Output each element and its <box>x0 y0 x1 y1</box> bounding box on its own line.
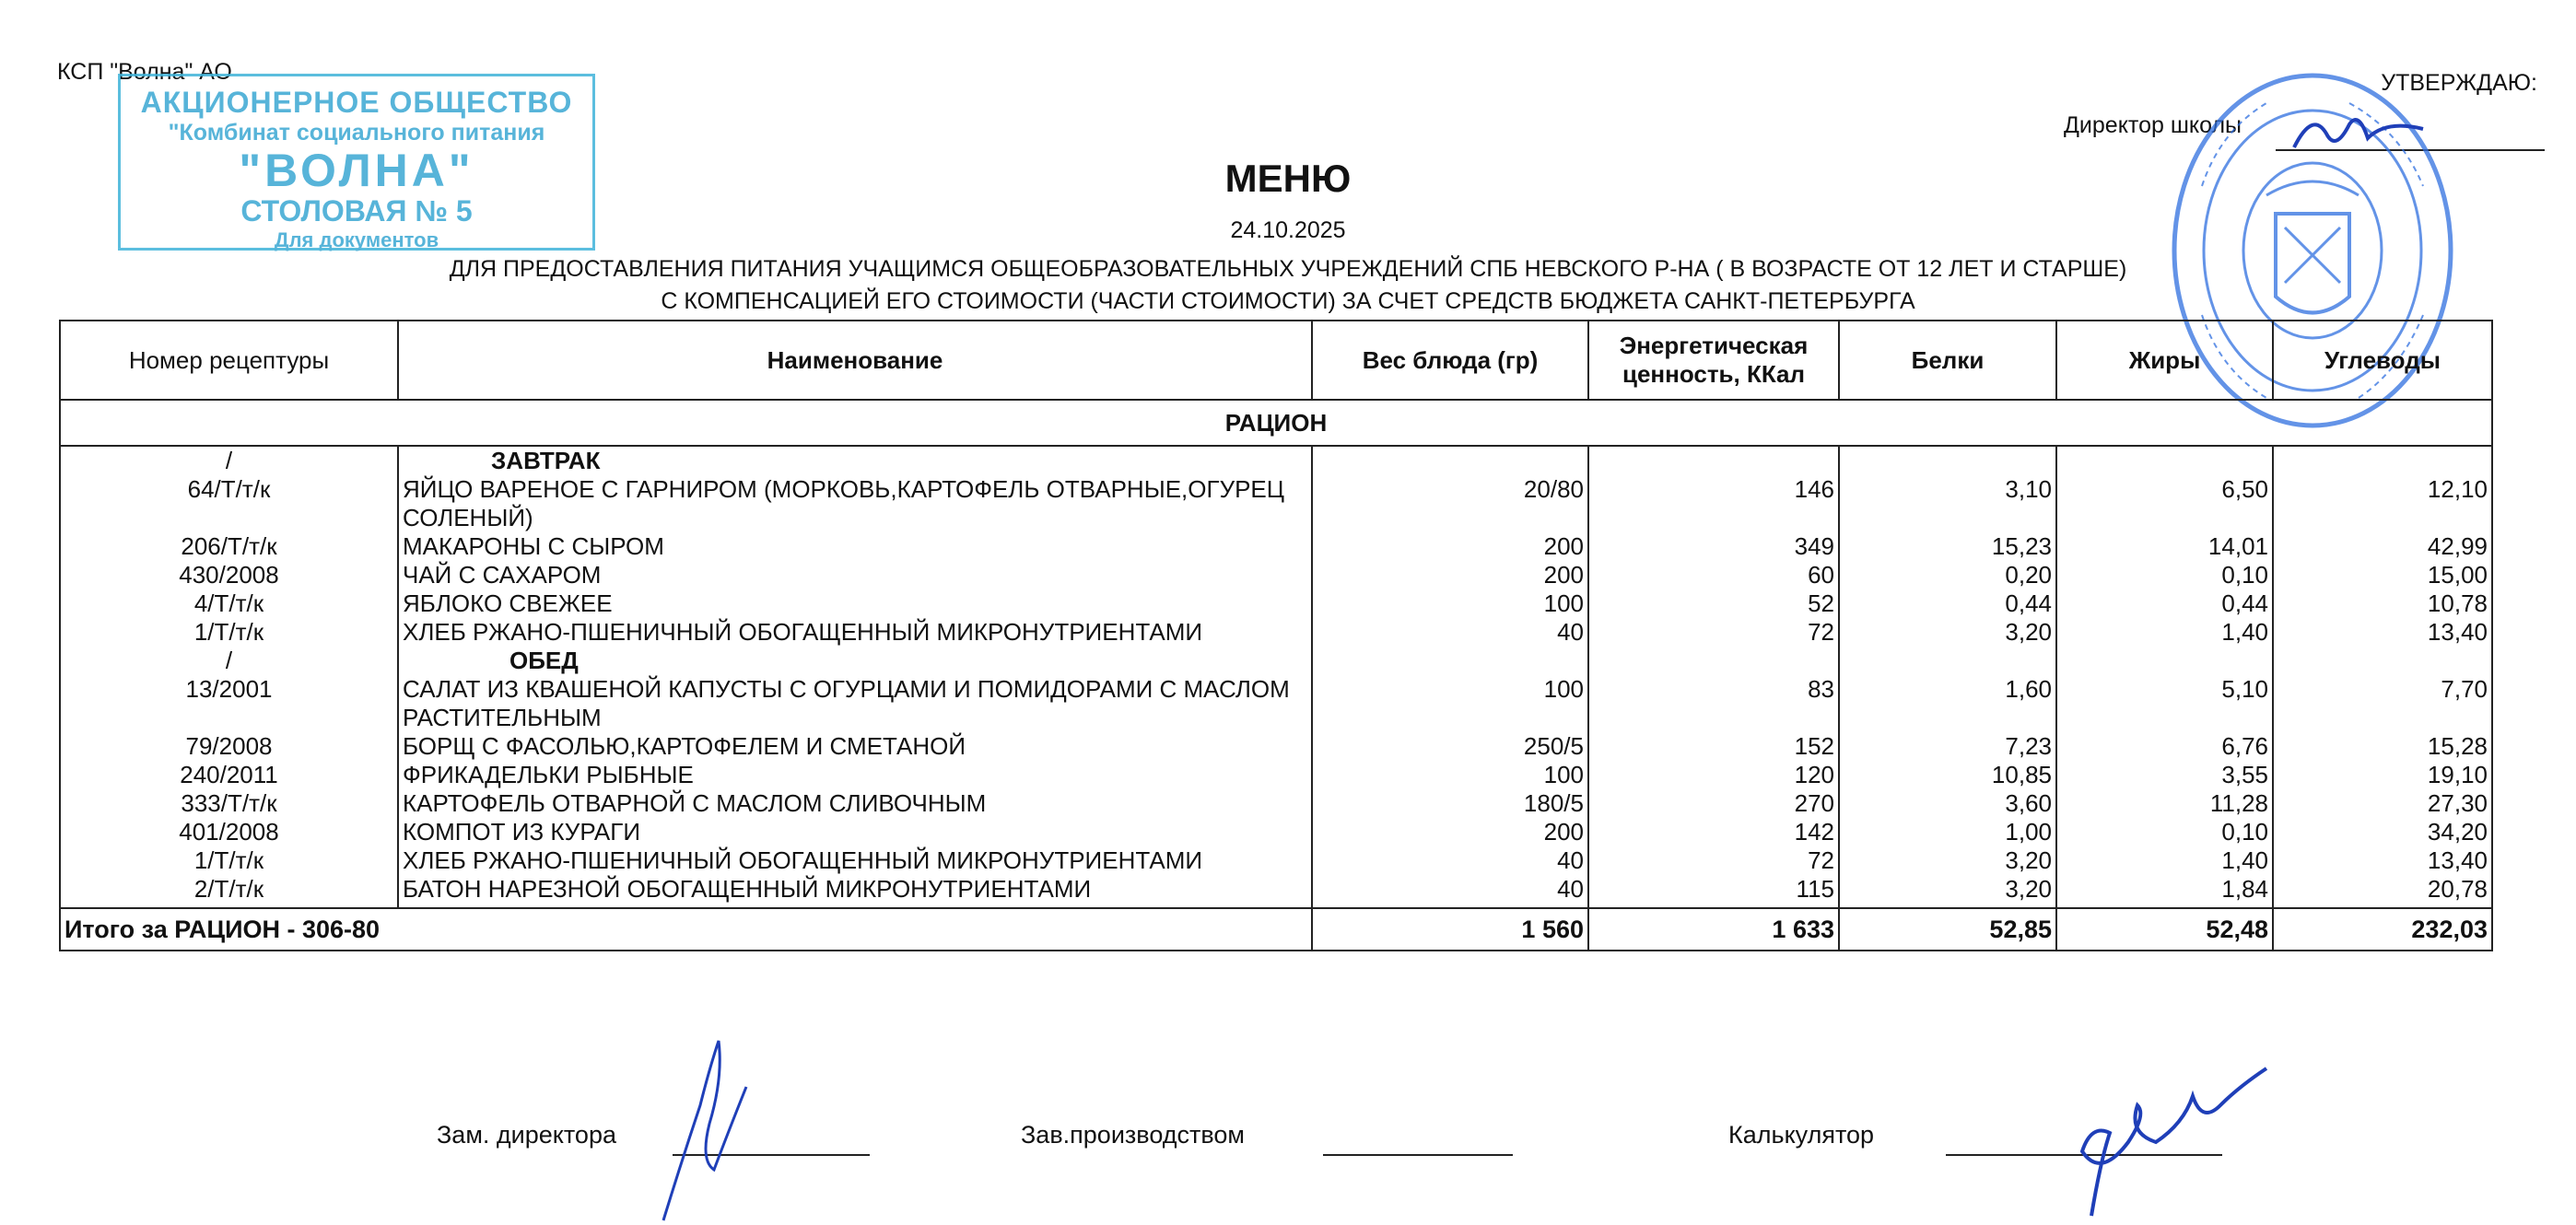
section-row <box>60 400 2492 446</box>
table-row <box>60 589 2492 618</box>
table-row <box>60 846 2492 875</box>
recipe-number: / <box>60 647 398 675</box>
dish-carbs <box>2273 647 2492 675</box>
section-title: РАЦИОН <box>60 400 2492 446</box>
dish-energy: 72 <box>1588 618 1839 647</box>
page-title: МЕНЮ <box>1224 157 1352 200</box>
dish-protein: 15,23 <box>1839 532 2056 561</box>
dish-protein: 3,20 <box>1839 846 2056 875</box>
stamp-line: АКЦИОНЕРНОЕ ОБЩЕСТВО <box>140 86 573 119</box>
dish-energy: 83 <box>1588 675 1839 732</box>
dish-name: ЧАЙ С САХАРОМ <box>398 561 1312 589</box>
total-carbs: 232,03 <box>2273 908 2492 951</box>
dish-weight: 40 <box>1312 618 1588 647</box>
dish-energy <box>1588 647 1839 675</box>
dish-weight: 40 <box>1312 846 1588 875</box>
total-energy: 1 633 <box>1588 908 1839 951</box>
total-label: Итого за РАЦИОН - 306-80 <box>60 908 1312 951</box>
meal-header-row <box>60 446 2492 475</box>
dish-weight: 250/5 <box>1312 732 1588 761</box>
dish-protein: 3,20 <box>1839 875 2056 908</box>
dish-fat: 0,10 <box>2056 818 2273 846</box>
dish-carbs: 15,28 <box>2273 732 2492 761</box>
recipe-number: 430/2008 <box>60 561 398 589</box>
dish-name: ХЛЕБ РЖАНО-ПШЕНИЧНЫЙ ОБОГАЩЕННЫЙ МИКРОНУТРИЕНТАМИ <box>398 618 1312 647</box>
table-row <box>60 761 2492 789</box>
table-header-row <box>60 321 2492 400</box>
meal-title: ОБЕД <box>398 647 1312 675</box>
recipe-number: 206/Т/т/к <box>60 532 398 561</box>
dish-name: ФРИКАДЕЛЬКИ РЫБНЫЕ <box>398 761 1312 789</box>
dish-weight: 180/5 <box>1312 789 1588 818</box>
menu-table <box>59 320 2493 951</box>
dish-energy: 270 <box>1588 789 1839 818</box>
column-header-energy: Энергетическая ценность, ККал <box>1588 321 1839 400</box>
dish-energy: 72 <box>1588 846 1839 875</box>
production-manager-label: Зав.производством <box>1021 1121 1245 1149</box>
dish-carbs: 27,30 <box>2273 789 2492 818</box>
column-header-name: Наименование <box>398 321 1312 400</box>
meal-header-row <box>60 647 2492 675</box>
dish-energy: 120 <box>1588 761 1839 789</box>
stamp-line: Для документов <box>274 228 439 251</box>
production-signature-line <box>1323 1154 1513 1156</box>
table-row <box>60 475 2492 532</box>
dish-name: КАРТОФЕЛЬ ОТВАРНОЙ С МАСЛОМ СЛИВОЧНЫМ <box>398 789 1312 818</box>
dish-carbs: 12,10 <box>2273 475 2492 532</box>
dish-weight: 100 <box>1312 675 1588 732</box>
dish-fat: 1,84 <box>2056 875 2273 908</box>
dish-protein: 0,20 <box>1839 561 2056 589</box>
total-weight: 1 560 <box>1312 908 1588 951</box>
total-fat: 52,48 <box>2056 908 2273 951</box>
column-header-fat: Жиры <box>2056 321 2273 400</box>
recipe-number: 1/Т/т/к <box>60 618 398 647</box>
dish-carbs: 13,40 <box>2273 846 2492 875</box>
dish-energy: 142 <box>1588 818 1839 846</box>
approve-label: УТВЕРЖДАЮ: <box>2381 70 2537 96</box>
table-row <box>60 675 2492 732</box>
recipe-number: 79/2008 <box>60 732 398 761</box>
dish-fat: 11,28 <box>2056 789 2273 818</box>
column-header-number: Номер рецептуры <box>60 321 398 400</box>
recipe-number: 2/Т/т/к <box>60 875 398 908</box>
dish-weight: 40 <box>1312 875 1588 908</box>
column-header-carbs: Углеводы <box>2273 321 2492 400</box>
recipe-number: 64/Т/т/к <box>60 475 398 532</box>
dish-energy: 52 <box>1588 589 1839 618</box>
recipe-number: 1/Т/т/к <box>60 846 398 875</box>
subtitle-line-2: С КОМПЕНСАЦИЕЙ ЕГО СТОИМОСТИ (ЧАСТИ СТОИМОСТИ) ЗА СЧЕТ СРЕДСТВ БЮДЖЕТА САНКТ-ПЕТЕРБУРГА <box>661 288 1915 314</box>
dish-name: ХЛЕБ РЖАНО-ПШЕНИЧНЫЙ ОБОГАЩЕННЫЙ МИКРОНУТРИЕНТАМИ <box>398 846 1312 875</box>
dish-protein <box>1839 446 2056 475</box>
table-row <box>60 561 2492 589</box>
dish-energy: 146 <box>1588 475 1839 532</box>
dish-weight <box>1312 647 1588 675</box>
dish-weight: 100 <box>1312 761 1588 789</box>
total-row <box>60 908 2492 951</box>
dish-protein: 3,20 <box>1839 618 2056 647</box>
dish-energy: 115 <box>1588 875 1839 908</box>
dish-weight: 200 <box>1312 561 1588 589</box>
dish-energy: 349 <box>1588 532 1839 561</box>
recipe-number: 401/2008 <box>60 818 398 846</box>
dish-fat: 6,76 <box>2056 732 2273 761</box>
dish-name: БОРЩ С ФАСОЛЬЮ,КАРТОФЕЛЕМ И СМЕТАНОЙ <box>398 732 1312 761</box>
deputy-director-label: Зам. директора <box>437 1121 616 1149</box>
dish-protein: 1,00 <box>1839 818 2056 846</box>
dish-carbs: 20,78 <box>2273 875 2492 908</box>
dish-weight: 20/80 <box>1312 475 1588 532</box>
calculator-label: Калькулятор <box>1728 1121 1875 1149</box>
director-label: Директор школы <box>2064 112 2242 138</box>
dish-weight: 200 <box>1312 532 1588 561</box>
dish-energy: 152 <box>1588 732 1839 761</box>
dish-fat: 3,55 <box>2056 761 2273 789</box>
menu-date: 24.10.2025 <box>1230 217 1346 243</box>
table-row <box>60 732 2492 761</box>
dish-name: ЯЙЦО ВАРЕНОЕ С ГАРНИРОМ (МОРКОВЬ,КАРТОФЕЛЬ ОТВАРНЫЕ,ОГУРЕЦ СОЛЕНЫЙ) <box>398 475 1312 532</box>
dish-protein: 3,60 <box>1839 789 2056 818</box>
dish-carbs: 10,78 <box>2273 589 2492 618</box>
dish-protein: 10,85 <box>1839 761 2056 789</box>
recipe-number: / <box>60 446 398 475</box>
dish-carbs: 19,10 <box>2273 761 2492 789</box>
dish-carbs <box>2273 446 2492 475</box>
stamp-line: "ВОЛНА" <box>239 145 474 196</box>
dish-energy: 60 <box>1588 561 1839 589</box>
dish-name: САЛАТ ИЗ КВАШЕНОЙ КАПУСТЫ С ОГУРЦАМИ И ПОМИДОРАМИ С МАСЛОМ РАСТИТЕЛЬНЫМ <box>398 675 1312 732</box>
dish-fat: 5,10 <box>2056 675 2273 732</box>
dish-protein: 7,23 <box>1839 732 2056 761</box>
table-row <box>60 532 2492 561</box>
stamp-line: СТОЛОВАЯ № 5 <box>240 194 473 228</box>
total-protein: 52,85 <box>1839 908 2056 951</box>
dish-protein: 3,10 <box>1839 475 2056 532</box>
signature-icon <box>2036 1050 2276 1225</box>
column-header-protein: Белки <box>1839 321 2056 400</box>
dish-carbs: 42,99 <box>2273 532 2492 561</box>
recipe-number: 4/Т/т/к <box>60 589 398 618</box>
dish-name: МАКАРОНЫ С СЫРОМ <box>398 532 1312 561</box>
dish-fat: 0,10 <box>2056 561 2273 589</box>
dish-energy <box>1588 446 1839 475</box>
dish-fat: 1,40 <box>2056 846 2273 875</box>
dish-carbs: 34,20 <box>2273 818 2492 846</box>
dish-protein: 1,60 <box>1839 675 2056 732</box>
dish-fat <box>2056 446 2273 475</box>
meal-title: ЗАВТРАК <box>398 446 1312 475</box>
dish-weight: 200 <box>1312 818 1588 846</box>
table-row <box>60 818 2492 846</box>
dish-fat: 1,40 <box>2056 618 2273 647</box>
dish-fat: 14,01 <box>2056 532 2273 561</box>
recipe-number: 13/2001 <box>60 675 398 732</box>
dish-protein <box>1839 647 2056 675</box>
dish-carbs: 7,70 <box>2273 675 2492 732</box>
dish-weight: 100 <box>1312 589 1588 618</box>
recipe-number: 240/2011 <box>60 761 398 789</box>
dish-name: КОМПОТ ИЗ КУРАГИ <box>398 818 1312 846</box>
table-row <box>60 618 2492 647</box>
table-row <box>60 789 2492 818</box>
dish-carbs: 15,00 <box>2273 561 2492 589</box>
stamp-line: "Комбинат социального питания <box>168 120 545 146</box>
column-header-weight: Вес блюда (гр) <box>1312 321 1588 400</box>
dish-carbs: 13,40 <box>2273 618 2492 647</box>
table-row <box>60 875 2492 908</box>
subtitle-line-1: ДЛЯ ПРЕДОСТАВЛЕНИЯ ПИТАНИЯ УЧАЩИМСЯ ОБЩЕОБРАЗОВАТЕЛЬНЫХ УЧРЕЖДЕНИЙ СПБ НЕВСКОГО Р-НА ( В ВОЗРАСТЕ ОТ 12 ЛЕТ И СТАРШЕ) <box>449 256 2127 282</box>
dish-name: ЯБЛОКО СВЕЖЕЕ <box>398 589 1312 618</box>
dish-name: БАТОН НАРЕЗНОЙ ОБОГАЩЕННЫЙ МИКРОНУТРИЕНТАМИ <box>398 875 1312 908</box>
dish-protein: 0,44 <box>1839 589 2056 618</box>
organization-name: КСП "Волна" АО <box>57 59 232 85</box>
signature-icon <box>2285 101 2432 157</box>
dish-weight <box>1312 446 1588 475</box>
signature-icon <box>645 1022 774 1225</box>
dish-fat: 6,50 <box>2056 475 2273 532</box>
dish-fat: 0,44 <box>2056 589 2273 618</box>
dish-fat <box>2056 647 2273 675</box>
recipe-number: 333/Т/т/к <box>60 789 398 818</box>
